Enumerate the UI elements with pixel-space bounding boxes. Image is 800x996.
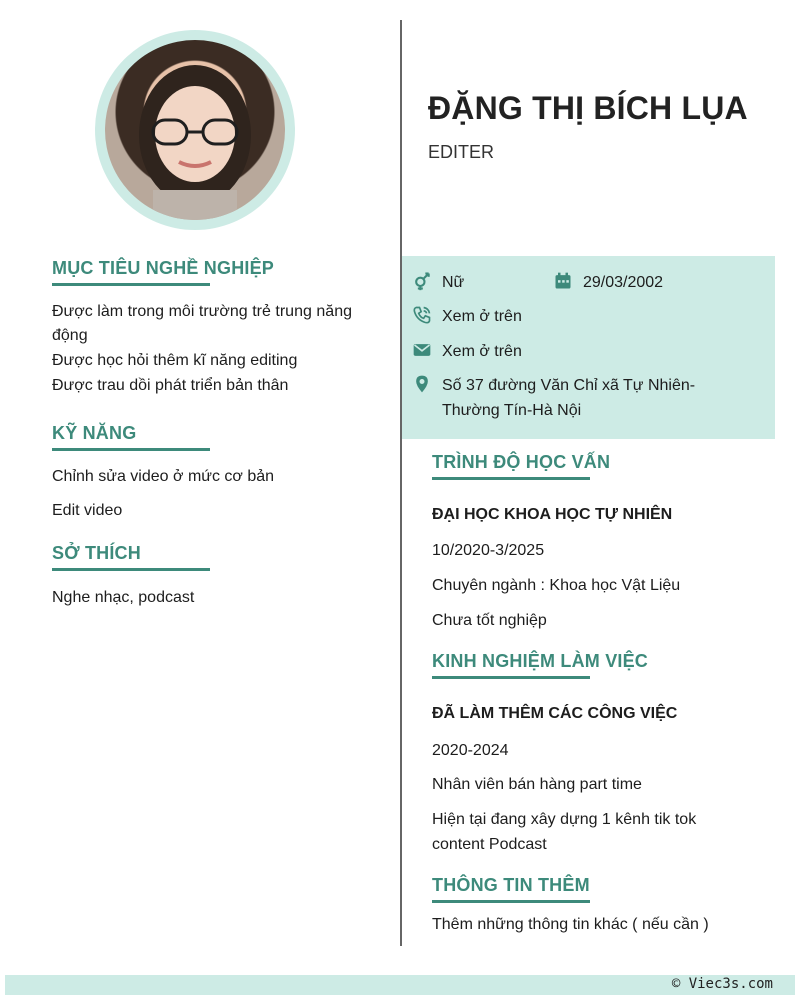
- address-value: [442, 373, 695, 423]
- address-row: [412, 373, 695, 423]
- mail-icon: [412, 339, 432, 361]
- phone-icon: [412, 304, 432, 326]
- avatar-ring: [95, 30, 295, 230]
- address-line-1: Số 37 đường Văn Chỉ xã Tự Nhiên-: [442, 377, 696, 394]
- extra-info-text: Thêm những thông tin khác ( nếu cần ): [432, 916, 709, 933]
- experience-job-2-line-1: Hiện tại đang xây dựng 1 kênh tik tok: [432, 811, 697, 828]
- experience-period: 2020-2024: [432, 742, 509, 759]
- phone-row: [412, 304, 522, 329]
- phone-value: Xem ở trên: [442, 308, 522, 325]
- education-status: Chưa tốt nghiệp: [432, 612, 547, 629]
- footer-credit: © Viec3s.com: [671, 976, 773, 992]
- contact-panel: [402, 256, 775, 439]
- avatar: [105, 40, 285, 220]
- full-name: ĐẶNG THỊ BÍCH LỤA: [428, 90, 748, 126]
- career-objective-underline: [52, 283, 210, 286]
- extra-info-underline: [432, 900, 590, 903]
- experience-underline: [432, 676, 590, 679]
- avatar-portrait-icon: [105, 40, 285, 220]
- hobbies-underline: [52, 568, 210, 571]
- gender-value: Nữ: [442, 274, 465, 291]
- career-objective-title: MỤC TIÊU NGHỀ NGHIỆP: [52, 258, 275, 278]
- gender-row: [412, 270, 464, 295]
- career-objective-line-3: Được trau dồi phát triển bản thân: [52, 377, 289, 394]
- footer-bar: [5, 975, 795, 995]
- experience-heading: ĐÃ LÀM THÊM CÁC CÔNG VIỆC: [432, 705, 678, 722]
- hobbies-title: SỞ THÍCH: [52, 543, 141, 563]
- column-divider: [400, 20, 402, 946]
- education-title: TRÌNH ĐỘ HỌC VẤN: [432, 452, 611, 472]
- extra-info-title: THÔNG TIN THÊM: [432, 875, 590, 895]
- experience-title: KINH NGHIỆM LÀM VIỆC: [432, 651, 649, 671]
- education-period: 10/2020-3/2025: [432, 542, 545, 559]
- job-title: EDITER: [428, 142, 495, 162]
- skill-item: Chỉnh sửa video ở mức cơ bản: [52, 468, 275, 485]
- skill-item: Edit video: [52, 502, 123, 519]
- education-underline: [432, 477, 590, 480]
- education-school: ĐẠI HỌC KHOA HỌC TỰ NHIÊN: [432, 506, 673, 523]
- skills-underline: [52, 448, 210, 451]
- career-objective-line-1: Được làm trong môi trường trẻ trung năng động: [52, 303, 352, 344]
- address-line-2: Thường Tín-Hà Nội: [442, 402, 582, 419]
- education-major: Chuyên ngành : Khoa học Vật Liệu: [432, 577, 681, 594]
- birthdate-row: [553, 270, 663, 295]
- email-value: Xem ở trên: [442, 343, 522, 360]
- email-row: [412, 339, 522, 364]
- hobby-item: Nghe nhạc, podcast: [52, 589, 195, 606]
- calendar-icon: [553, 270, 573, 292]
- gender-icon: [412, 270, 432, 292]
- experience-job-2-line-2: content Podcast: [432, 836, 547, 853]
- skills-title: KỸ NĂNG: [52, 423, 137, 443]
- location-icon: [412, 373, 432, 395]
- experience-job-1: Nhân viên bán hàng part time: [432, 776, 642, 793]
- birthdate-value: 29/03/2002: [583, 274, 664, 291]
- career-objective-line-2: Được học hỏi thêm kĩ năng editing: [52, 352, 298, 369]
